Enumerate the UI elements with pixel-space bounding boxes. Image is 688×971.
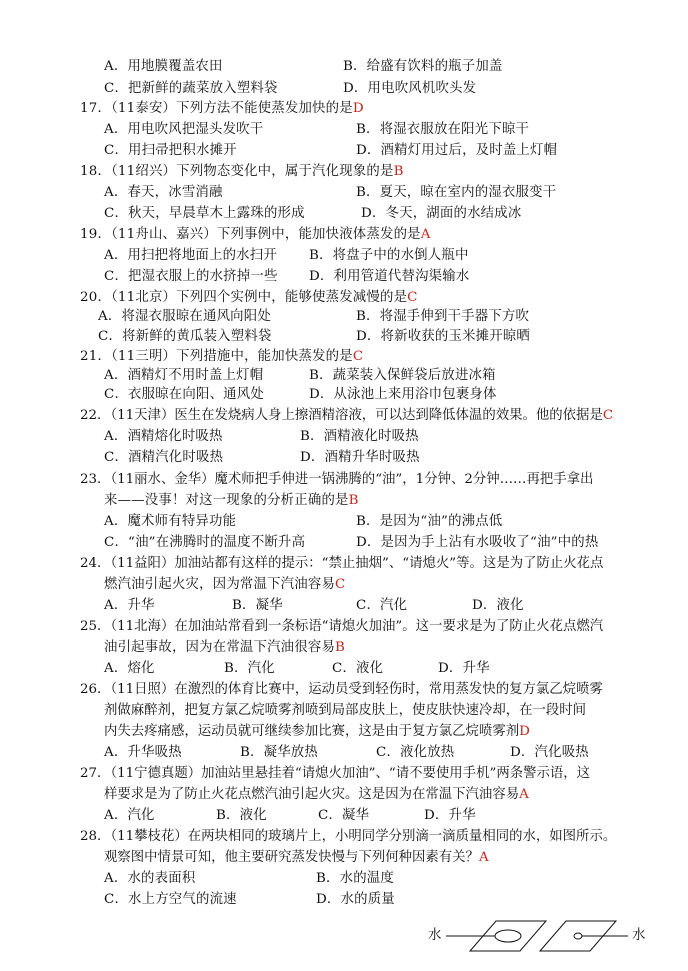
option: D．用电吹风机吹头发 [343, 81, 477, 96]
question-text: 剂做麻醉剂，把复方氯乙烷喷雾剂喷到局部皮肤上，使皮肤快速冷却，在一段时间 [104, 703, 587, 718]
option: A．将湿衣服晾在通风向阳处 [98, 309, 271, 324]
option: B．将盘子中的水倒人瓶中 [309, 248, 469, 263]
glass-plates-figure [428, 918, 658, 954]
option: D．将新收获的玉米摊开晾晒 [356, 329, 531, 344]
question-number: 18． [80, 164, 112, 179]
option: A．魔术师有特异功能 [104, 514, 237, 529]
question-28-stem-cont [104, 848, 489, 868]
answer: A [519, 787, 529, 802]
question-26-stem-cont [104, 722, 530, 742]
option: A．升华吸热 [104, 745, 182, 760]
answer: D [519, 724, 530, 739]
question-number: 28． [80, 829, 111, 844]
question-26-stem [80, 680, 603, 700]
option: A．汽化 [104, 808, 155, 823]
question-25-stem [80, 617, 603, 637]
option: C．把新鲜的蔬菜放入塑料袋 [104, 81, 278, 96]
question-number: 19． [80, 227, 112, 242]
option: C．用扫帚把积水摊开 [104, 143, 237, 158]
question-28-stem [80, 827, 616, 847]
option: D．利用管道代替沟渠输水 [309, 269, 470, 284]
option: C．液化放热 [376, 745, 455, 760]
question-text: （11宁德真题）加油站里悬挂着“请熄火加油”、“请不要使用手机”两条警示语，这 [110, 766, 591, 781]
option: B．酒精液化时吸热 [300, 429, 419, 444]
option: B．是因为“油”的沸点低 [356, 514, 503, 529]
question-text: 燃汽油引起火灾，因为常温下汽油容易 [104, 577, 336, 592]
option: C．将新鲜的黄瓜装入塑料袋 [98, 329, 272, 344]
question-number: 24． [80, 556, 111, 571]
option: B．凝华放热 [240, 745, 318, 760]
question-23-stem-cont [104, 491, 359, 511]
option: C．秋天，早晨草木上露珠的形成 [104, 206, 305, 221]
question-text: （11益阳）加油站都有这样的提示：“禁止抽烟”、“请熄火”等。这是为了防止火花点 [110, 556, 604, 571]
option: A．升华 [104, 598, 155, 613]
option: A．用扫把将地面上的水扫开 [104, 248, 277, 263]
question-24-stem [80, 554, 603, 574]
option: C．汽化 [356, 598, 408, 613]
question-text: 内失去疼痛感，运动员就可继续参加比赛，这是由于复方氯乙烷喷雾剂 [104, 724, 520, 739]
option: D．水的质量 [316, 892, 395, 907]
answer: B [348, 493, 359, 508]
answer: C [335, 577, 346, 592]
question-22-stem [80, 406, 613, 426]
option: D．液化 [472, 598, 524, 613]
option: B．汽化 [224, 661, 275, 676]
question-19-stem [80, 225, 431, 245]
answer: D [352, 101, 364, 116]
question-text: （11北京）下列四个实例中，能够使蒸发减慢的是 [111, 290, 408, 305]
option: A．用地膜覆盖农田 [104, 59, 223, 74]
answer: A [478, 850, 489, 865]
question-24-stem-cont [104, 575, 346, 595]
option: C．衣服晾在向阳、通风处 [104, 387, 264, 402]
question-17-stem [80, 99, 364, 119]
question-text: （11天津）医生在发烧病人身上擦酒精溶液，可以达到降低体温的效果。他的依据是 [110, 408, 603, 423]
option: B．将湿手伸到干手器下方吹 [356, 309, 530, 324]
answer: C [352, 349, 364, 364]
question-25-stem-cont [104, 638, 345, 658]
question-18-stem [80, 162, 404, 182]
question-text: （11泰安）下列方法不能使蒸发加快的是 [111, 101, 353, 116]
option: A．用电吹风把湿头发吹干 [104, 122, 264, 137]
question-21-stem [80, 347, 363, 367]
question-text: （11日照）在激烈的体育比赛中，运动员受到轻伤时，常用蒸发快的复方氯乙烷喷雾 [110, 682, 603, 697]
question-26-stem-cont [104, 701, 586, 721]
question-text: （11丽水、金华）魔术师把手伸进一锅沸腾的“油”，1分钟、2分钟……再把手拿出 [110, 472, 594, 487]
question-text: 样要求是为了防止火花点燃汽油引起火灾。这是因为在常温下汽油容易 [104, 787, 520, 802]
answer: B [335, 640, 346, 655]
question-number: 25． [80, 619, 111, 634]
question-text: 油引起事故，因为在常温下汽油很容易 [104, 640, 336, 655]
left-water-drop [495, 930, 521, 942]
option: A．熔化 [104, 661, 155, 676]
answer: C [602, 408, 614, 423]
question-number: 23． [80, 472, 111, 487]
question-27-stem [80, 764, 590, 784]
right-water-drop [574, 933, 582, 939]
option: D．升华 [438, 661, 490, 676]
option: B．液化 [216, 808, 267, 823]
option: A．水的表面积 [104, 871, 196, 886]
option: D．升华 [424, 808, 476, 823]
figure-label-right: 水 [632, 928, 646, 943]
question-number: 21． [80, 349, 112, 364]
option: D．从泳池上来用浴巾包裹身体 [309, 387, 497, 402]
option: C．把湿衣服上的水挤掉一些 [104, 269, 278, 284]
option: A．酒精灯不用时盖上灯帽 [104, 368, 264, 383]
option: B．蔬菜装入保鲜袋后放进冰箱 [309, 368, 496, 383]
question-number: 17． [80, 101, 112, 116]
question-number: 26． [80, 682, 111, 697]
option: C．液化 [332, 661, 384, 676]
question-text: （11北海）在加油站常看到一条标语“请熄火加油”。这一要求是为了防止火花点燃汽 [110, 619, 604, 634]
question-27-stem-cont [104, 785, 529, 805]
option: D．冬天，湖面的水结成冰 [361, 206, 522, 221]
question-23-stem [80, 470, 593, 490]
option: D．是因为手上沾有水吸收了“油”中的热 [356, 535, 599, 550]
option: C．凝华 [318, 808, 370, 823]
answer: B [393, 164, 404, 179]
question-text: （11三明）下列措施中，能加快蒸发的是 [111, 349, 353, 364]
figure-label-left: 水 [428, 928, 442, 943]
option: D．酒精升华时吸热 [300, 450, 420, 465]
question-text: （11绍兴）下列物态变化中，属于汽化现象的是 [111, 164, 394, 179]
option: A．春天，冰雪消融 [104, 185, 223, 200]
option: B．水的温度 [316, 871, 394, 886]
question-number: 27． [80, 766, 111, 781]
question-text: 来——没事！对这一现象的分析正确的是 [104, 493, 349, 508]
question-text: （11攀枝花）在两块相同的玻璃片上，小明同学分别滴一滴质量相同的水，如图所示。 [110, 829, 617, 844]
question-text: 观察图中情景可知，他主要研究蒸发快慢与下列何种因素有关？ [104, 850, 479, 865]
question-number: 22． [80, 408, 111, 423]
question-20-stem [80, 288, 418, 308]
option: B．给盛有饮料的瓶子加盖 [343, 59, 503, 74]
glass-plates-diagram [428, 918, 658, 954]
option: D．酒精灯用过后，及时盖上灯帽 [356, 143, 558, 158]
question-number: 20． [80, 290, 112, 305]
option: C．水上方空气的流速 [104, 892, 237, 907]
option: C．酒精汽化时吸热 [104, 450, 224, 465]
option: B．凝华 [232, 598, 283, 613]
option: C．“油”在沸腾时的温度不断升高 [104, 535, 306, 550]
answer: C [407, 290, 418, 305]
option: B．夏天，晾在室内的湿衣服变干 [356, 185, 557, 200]
option: D．汽化吸热 [510, 745, 589, 760]
question-text: （11舟山、嘉兴）下列事例中，能加快液体蒸发的是 [111, 227, 421, 242]
option: B．将湿衣服放在阳光下晾干 [356, 122, 530, 137]
option: A．酒精熔化时吸热 [104, 429, 223, 444]
answer: A [420, 227, 431, 242]
